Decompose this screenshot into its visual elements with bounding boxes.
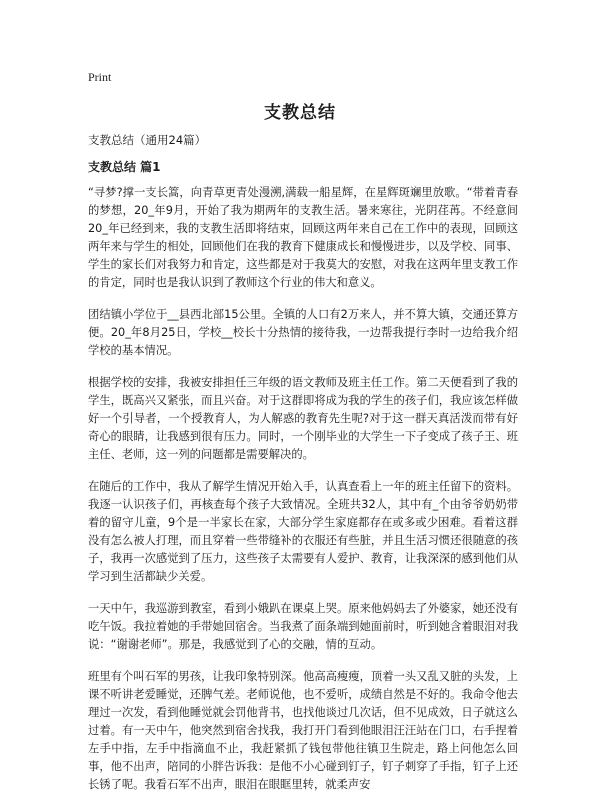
print-link[interactable]: Print [88,70,112,84]
document-subtitle: 支教总结（通用24篇） [88,133,207,147]
paragraph: 团结镇小学位于__县西北部15公里。全镇的人口有2万来人，并不算大镇，交通还算方便。20_年8月25日，学校__校长十分热情的接待我，一边帮我提行李时一边给我介绍学校的基本情况。 [88,308,518,357]
paragraph: 根据学校的安排，我被安排担任三年级的语文教师及班主任工作。第二天便看到了我的学生，既高兴又紧张，而且兴奋。对于这群即将成为我的学生的孩子们，我应该怎样做好一个引导者，一个授教育人，为人解惑的教育先生呢?对于这一群天真活泼而带有好奇心的眼睛，让我感到很有压力。同时，一个刚毕业的大学生一下子变成了孩子王、班主任、老师，这一列的问题都是需要解决的。 [88,376,518,461]
article-body [88,184,518,808]
paragraph: “寻梦?撑一支长篙，向青草更青处漫溯,满载一船星辉，在星辉斑斓里放歌。“带着青春的梦想，20_年9月，开始了我为期两年的支教生活。暑来寒往，光阴荏苒。不经意间20_年已经到来，我的支教生活即将结束，回顾这两年来自己在工作中的表现，回顾这两年来与学生的相处，回顾他们在我的教育下健康成长和慢慢进步，以及学校、同事、学生的家长们对我努力和肯定，这些都是对于我莫大的安慰，对我在这两年里支教工作的肯定，同时也是我认识到了教师这个行业的伟大和意义。 [88,186,518,289]
section-heading: 支教总结 篇1 [88,160,161,174]
page-title: 支教总结 [264,103,336,123]
paragraph: 在随后的工作中，我从了解学生情况开始入手，认真查看上一年的班主任留下的资料。我逐一认识孩子们，再核查每个孩子大致情况。全班共32人，其中有_个由爷爷奶奶带着的留守儿童，9个是一半家长在家，大部分学生家庭都存在或多或少困难。看着这群没有怎么被人打理，而且穿着一些带缝补的衣服还有些脏，并且生活习惯还很随意的孩子，我再一次感觉到了压力，这些孩子太需要有人爱护、教育，让我深深的感到他们从学习到生活都缺少关爱。 [88,480,518,583]
paragraph: 一天中午，我巡游到教室，看到小娥趴在课桌上哭。原来他妈妈去了外婆家，她还没有吃午饭。我拉着她的手带她回宿舍。当我煮了面条端到她面前时，听到她含着眼泪对我说：“谢谢老师”。那是，我感觉到了心的交融，情的互动。 [88,602,518,651]
paragraph: 班里有个叫石军的男孩，让我印象特别深。他高高瘦瘦，顶着一头又乱又脏的头发，上课不听讲老爱睡觉，还脾气差。老师说他，也不爱听，成绩自然是不好的。我命令他去理过一次发，看到他睡觉就会罚他背书，也找他谈过几次话，但不见成效，日子就这么过着。有一天中午，他突然到宿舍找我，我打开门看到他眼泪汪汪站在门口，右手捏着左手中指，左手中指滴血不止，我赶紧抓了钱包带他往镇卫生院走，路上问他怎么回事，他不出声，陪同的小胖告诉我：是他不小心碰到钉子，钉子刺穿了手指，钉子上还长锈了呢。我看石军不出声，眼泪在眼眶里转，就柔声安 [88,670,518,791]
